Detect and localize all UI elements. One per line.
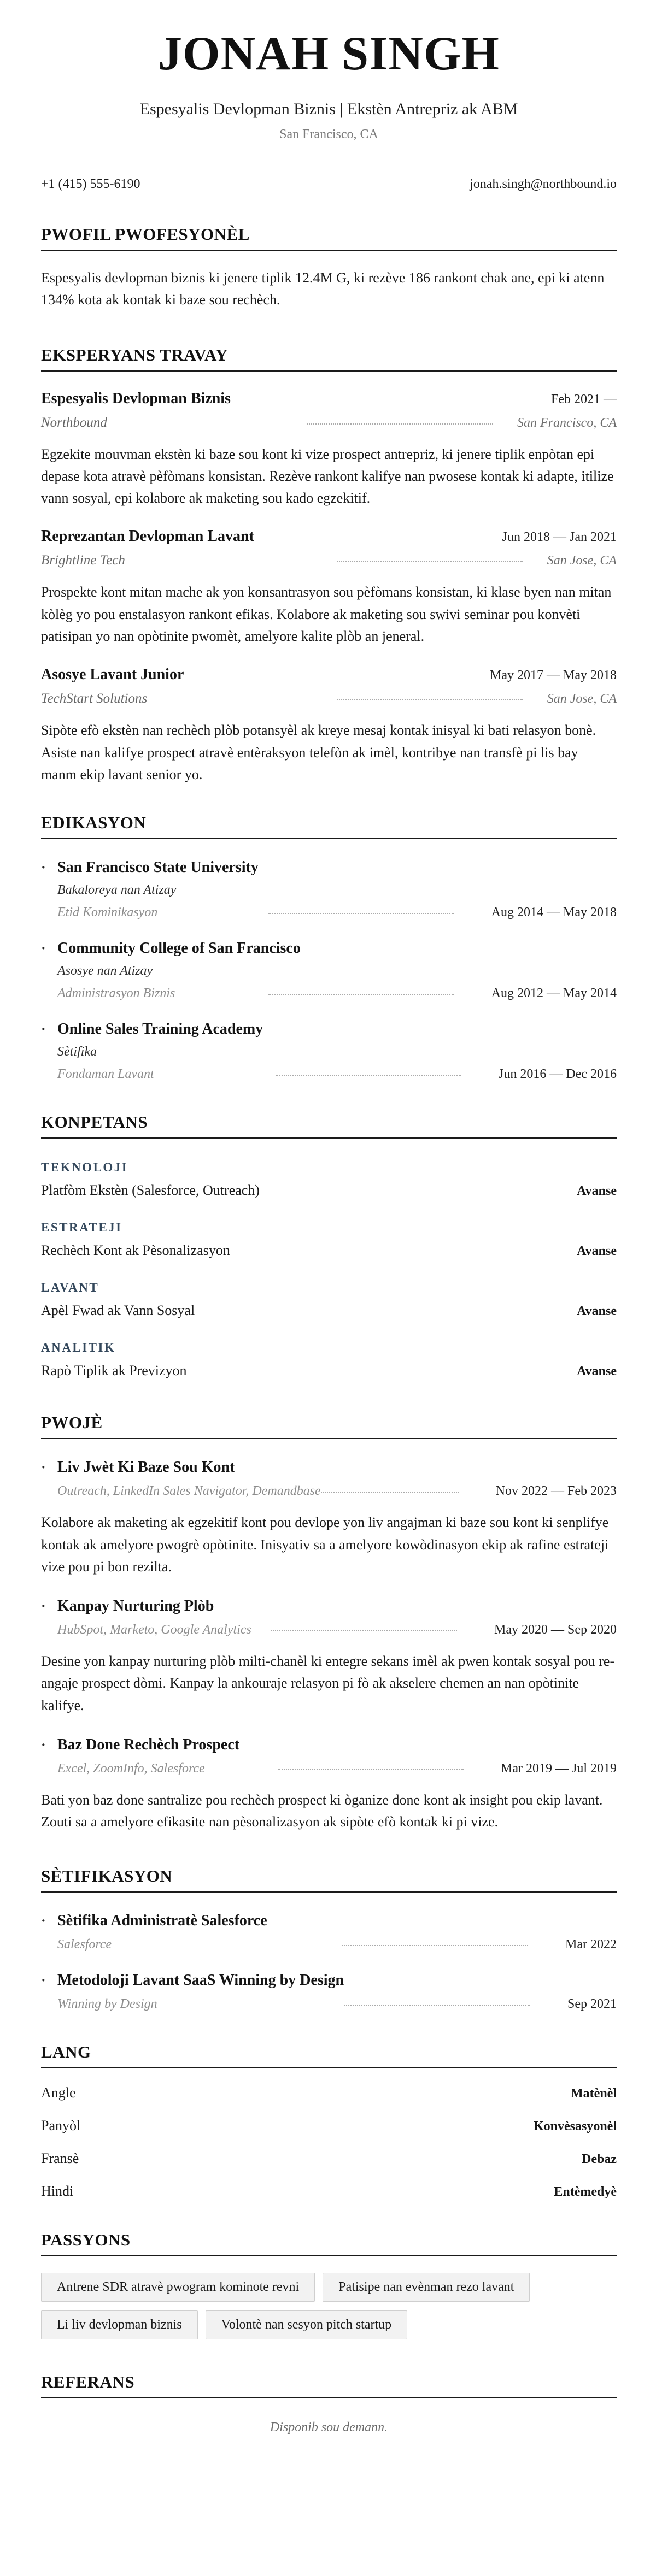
project-dates: Nov 2022 — Feb 2023 [495,1484,617,1499]
job-dates: May 2017 — May 2018 [490,668,617,683]
job-title-row [41,528,617,545]
job-title-row [41,666,617,683]
job-title: Asosye Lavant Junior [41,666,184,683]
skill-row [41,1302,617,1319]
job-entry [41,528,617,647]
skill-category: LAVANT [41,1281,99,1295]
language-name: Panyòl [41,2117,81,2133]
dotted-leader [268,994,454,995]
phone-text: +1 (415) 555-6190 [41,177,140,191]
language-name: Angle [41,2084,76,2101]
section-heading-profile: PWOFIL PWOFESYONÈL [41,225,617,251]
dotted-leader [268,913,454,914]
language-level: Debaz [582,2151,617,2166]
skill-name: Apèl Fwad ak Vann Sosyal [41,1302,195,1319]
dotted-leader [321,1492,459,1493]
project-title-row [41,1736,617,1754]
section-heading-passions: PASSYONS [41,2230,617,2256]
bullet-icon [41,1021,57,1038]
section-profile [41,225,617,311]
skill-group [41,1221,617,1259]
section-heading-education: EDIKASYON [41,813,617,839]
education-entry [41,859,617,920]
certification-title: Metodoloji Lavant SaaS Winning by Design [57,1971,344,1989]
education-entry [41,1021,617,1082]
section-education [41,813,617,1082]
job-title: Reprezantan Devlopman Lavant [41,528,254,545]
person-name: JONAH SINGH [158,27,500,80]
section-heading-references: REFERANS [41,2372,617,2398]
degree-name: Asosye nan Atizay [57,964,153,978]
school-name: Online Sales Training Academy [57,1021,263,1038]
certification-issuer-row [57,1937,617,1952]
skill-group [41,1281,617,1319]
dotted-leader [337,699,523,700]
project-entry [41,1736,617,1834]
bullet-icon [41,1598,57,1614]
certification-title-row [41,1972,617,1989]
passion-tag: Patisipe nan evènman rezo lavant [323,2273,530,2302]
job-dates: Feb 2021 — [551,392,617,406]
certification-title: Sètifika Administratè Salesforce [57,1912,267,1929]
project-title-row [41,1459,617,1476]
bullet-icon [41,1459,57,1476]
language-row [41,2085,617,2101]
skill-row [41,1363,617,1379]
skill-category: ESTRATEJI [41,1221,122,1235]
education-title-row [41,1021,617,1038]
skill-level: Avanse [577,1244,617,1259]
school-name: Community College of San Francisco [57,940,301,957]
field-of-study: Fondaman Lavant [57,1067,154,1082]
language-name: Fransè [41,2150,79,2166]
dotted-leader [276,1075,461,1076]
passion-tags [41,2273,617,2339]
job-dates: Jun 2018 — Jan 2021 [502,530,617,545]
skill-row [41,1242,617,1259]
section-passions [41,2230,617,2339]
project-description: Desine yon kanpay nurturing plòb milti-chanèl ki entegre sekans imèl ak pwen kontak sosyal pou re-angaje prospect dòmi. Kanpay la ankouraje relasyon pi fò ak akselere chemen an nan opòtinite kalifye. [41,1653,615,1713]
dotted-leader [344,2005,530,2006]
skill-name: Rapò Tiplik ak Previzyon [41,1363,187,1379]
project-tools-row [57,1484,617,1499]
project-tools: Outreach, LinkedIn Sales Navigator, Demandbase [57,1484,321,1499]
section-heading-experience: EKSPERYANS TRAVAY [41,345,617,372]
certification-issuer: Salesforce [57,1937,112,1952]
school-name: San Francisco State University [57,859,259,876]
project-tools: Excel, ZoomInfo, Salesforce [57,1761,205,1776]
bullet-icon [41,940,57,957]
job-entry [41,666,617,786]
job-company-row [41,691,617,706]
certification-date: Sep 2021 [567,1996,617,2011]
certification-issuer: Winning by Design [57,1996,157,2011]
resume-header [41,27,617,192]
field-of-study: Administrasyon Biznis [57,986,175,1001]
education-field-row [57,905,617,920]
job-location: San Jose, CA [547,692,617,706]
job-company-row [41,553,617,568]
job-description: Prospekte kont mitan mache ak yon konsantrasyon sou pèfòmans konsistan, ki klase byen nan mitan kòlèg yo pou enstalasyon rankont efikas. Kolabore ak maketing sou swivi seminar pou konvèti patisipan yo nan opòtinite pwomèt, amelyore kalite plòb an jeneral. [41,584,612,645]
profile-summary: Espesyalis devlopman biznis ki jenere tiplik 12.4M G, ki rezève 186 rankont chak ane, epi ki atenn 134% kota ak kontak ki baze sou rechèch. [41,270,605,308]
section-projects [41,1413,617,1833]
passion-tag: Volontè nan sesyon pitch startup [206,2310,408,2339]
degree-name: Bakaloreya nan Atizay [57,883,177,898]
project-title: Baz Done Rechèch Prospect [57,1736,240,1754]
degree-name: Sètifika [57,1045,97,1059]
skill-name: Rechèch Kont ak Pèsonalizasyon [41,1242,230,1259]
project-title: Kanpay Nurturing Plòb [57,1598,214,1615]
certification-issuer-row [57,1997,617,2012]
education-title-row [41,940,617,957]
education-field-row [57,986,617,1001]
section-heading-certifications: SÈTIFIKASYON [41,1866,617,1893]
job-location: San Francisco, CA [517,415,617,430]
skill-group [41,1341,617,1379]
education-title-row [41,859,617,876]
passion-tag: Li liv devlopman biznis [41,2310,198,2339]
email-text: jonah.singh@northbound.io [470,177,617,191]
job-description: Sipòte efò ekstèn nan rechèch plòb potansyèl ak kreye mesaj kontak inisyal ki bati relasyon bonè. Asiste nan kalifye prospect atravè entèraksyon telefòn ak imèl, kontribye nan transfè pi lis bay manm ekip lavant senior yo. [41,722,596,782]
job-title-row [41,390,617,408]
language-row [41,2183,617,2200]
certification-title-row [41,1912,617,1930]
project-tools: HubSpot, Marketo, Google Analytics [57,1623,251,1637]
project-dates: Mar 2019 — Jul 2019 [501,1761,617,1776]
education-entry [41,940,617,1001]
job-entry [41,390,617,510]
language-level: Konvèsasyonèl [533,2119,617,2133]
project-entry [41,1459,617,1578]
certification-date: Mar 2022 [565,1937,617,1952]
job-title: Espesyalis Devlopman Biznis [41,390,231,407]
section-experience [41,345,617,786]
language-level: Matènèl [571,2086,617,2101]
company-name: TechStart Solutions [41,691,148,706]
education-dates: Aug 2014 — May 2018 [491,905,617,920]
section-heading-projects: PWOJÈ [41,1413,617,1439]
skill-name: Platfòm Ekstèn (Salesforce, Outreach) [41,1182,260,1199]
project-description: Kolabore ak maketing ak egzekitif kont pou devlope yon liv angajman ki baze sou kont ki senplifye kontak ak amelyore pwogrè opòtinite. Inisyativ sa a amelyore kowòdinasyon ekip ak rafine estrateji vize pou pi bon rezilta. [41,1514,609,1575]
certification-entry [41,1972,617,2012]
education-dates: Aug 2012 — May 2014 [491,986,617,1001]
person-headline: Espesyalis Devlopman Biznis | Ekstèn Antrepriz ak ABM [139,100,518,118]
section-languages [41,2042,617,2200]
education-field-row [57,1067,617,1082]
bullet-icon [41,1972,57,1989]
section-heading-languages: LANG [41,2042,617,2068]
skill-category: ANALITIK [41,1341,116,1355]
skill-level: Avanse [577,1304,617,1319]
project-tools-row [57,1623,617,1637]
education-dates: Jun 2016 — Dec 2016 [499,1067,617,1082]
job-company-row [41,415,617,431]
references-note: Disponib sou demann. [270,2420,388,2434]
dotted-leader [271,1630,457,1631]
project-dates: May 2020 — Sep 2020 [494,1623,617,1637]
job-description: Egzekite mouvman ekstèn ki baze sou kont ki vize prospect antrepriz, ki jenere tiplik enpòtan epi depase kota atravè pèfòmans konsistan. Rezève rankont kalifye nan pwosese kontak ki adapte, itilize vann sosyal, epi kolabore ak maketing sou kado egzekitif. [41,446,614,506]
dotted-leader [278,1769,464,1770]
bullet-icon [41,1913,57,1929]
certification-entry [41,1912,617,1952]
company-name: Northbound [41,415,107,430]
skill-category: TEKNOLOJI [41,1160,128,1175]
project-title: Liv Jwèt Ki Baze Sou Kont [57,1459,235,1476]
passion-tag: Antrene SDR atravè pwogram kominote revni [41,2273,315,2302]
section-references [41,2372,617,2435]
language-row [41,2118,617,2134]
skill-level: Avanse [577,1364,617,1379]
dotted-leader [337,561,523,562]
project-entry [41,1598,617,1717]
job-location: San Jose, CA [547,553,617,568]
skill-level: Avanse [577,1184,617,1199]
language-level: Entèmedyè [554,2184,617,2199]
person-location: San Francisco, CA [279,127,378,142]
bullet-icon [41,859,57,876]
section-skills [41,1112,617,1379]
language-name: Hindi [41,2183,74,2199]
project-description: Bati yon baz done santralize pou rechèch prospect ki òganize done kont ak insight pou ekip lavant. Zouti sa a amelyore efikasite nan pèsonalizasyon ak sipòte efò kontak ki pi vize. [41,1792,603,1830]
dotted-leader [307,423,493,425]
bullet-icon [41,1737,57,1753]
project-tools-row [57,1761,617,1776]
project-title-row [41,1598,617,1615]
language-row [41,2150,617,2167]
skill-row [41,1182,617,1199]
section-heading-skills: KONPETANS [41,1112,617,1139]
contact-row [41,177,617,192]
dotted-leader [342,1945,528,1946]
section-certifications [41,1866,617,2012]
company-name: Brightline Tech [41,553,125,568]
field-of-study: Etid Kominikasyon [57,905,158,920]
skill-group [41,1160,617,1199]
